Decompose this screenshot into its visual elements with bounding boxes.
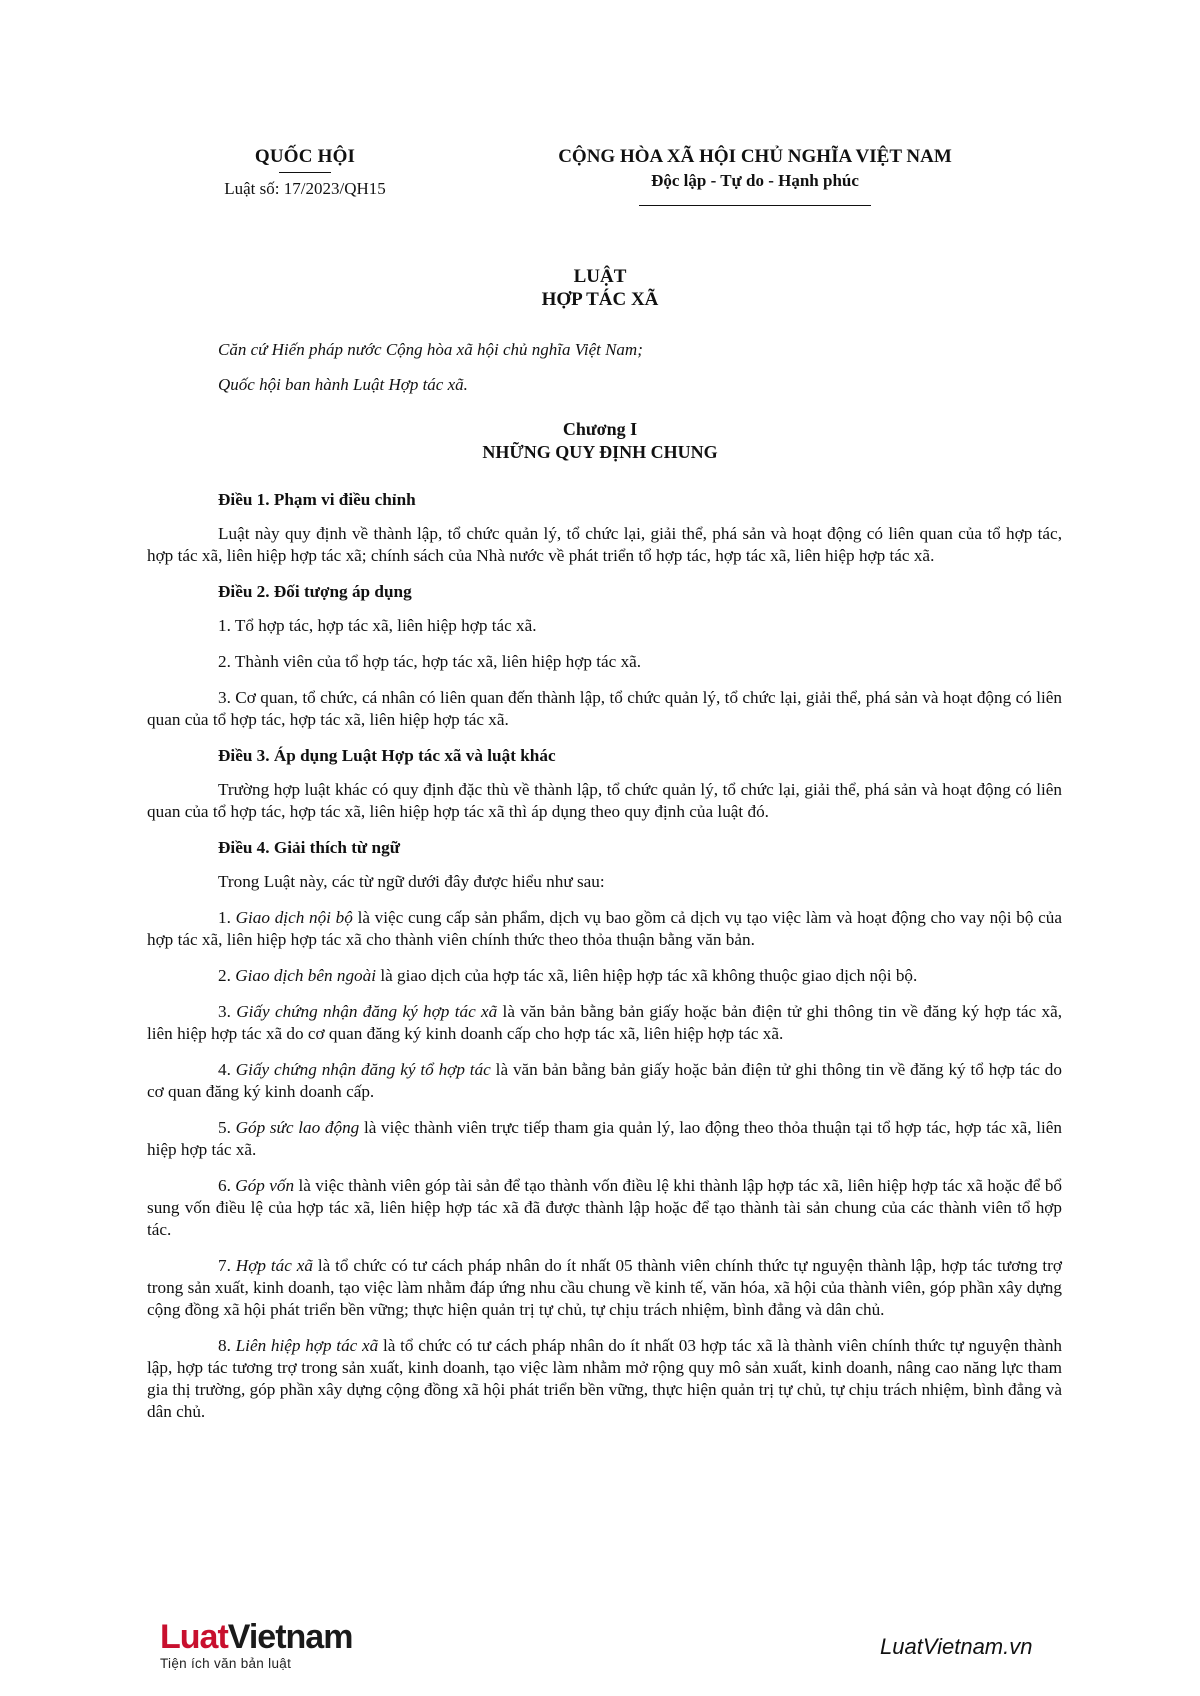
definition-text: là việc thành viên trực tiếp tham gia quản lý, lao động theo thỏa thuận tại tổ hợp tác, hợp tác xã, liên hiệp hợp tác xã. <box>147 1118 1062 1159</box>
definition-term: Giấy chứng nhận đăng ký tổ hợp tác <box>235 1060 491 1079</box>
definition-text: là việc cung cấp sản phẩm, dịch vụ bao gồm cả dịch vụ tạo việc làm và hoạt động cho vay nội bộ của hợp tác xã, liên hiệp hợp tác xã cho thành viên chính thức theo thỏa thuận bằng văn bản. <box>147 908 1062 949</box>
definition-paragraph <box>147 1175 1062 1241</box>
issuer-name: QUỐC HỘI <box>254 146 356 167</box>
article-heading: Điều 3. Áp dụng Luật Hợp tác xã và luật khác <box>218 746 556 765</box>
document-body <box>147 489 1062 1437</box>
definition-text: là việc thành viên góp tài sản để tạo thành vốn điều lệ khi thành lập hợp tác xã, liên hiệp hợp tác xã hoặc để bổ sung vốn điều lệ của hợp tác xã, liên hiệp hợp tác xã đã được thành lập hoặc để tạo thành tài sản chung của các thành viên tổ hợp tác. <box>147 1176 1063 1239</box>
definition-number: 7. <box>218 1256 236 1275</box>
definition-number: 2. <box>218 966 236 985</box>
logo-part-vietnam: Vietnam <box>227 1618 353 1656</box>
article-heading: Điều 1. Phạm vi điều chỉnh <box>218 490 416 509</box>
definition-text: là tổ chức có tư cách pháp nhân do ít nhất 03 hợp tác xã là thành viên chính thức tự nguyện thành lập, hợp tác tương trợ trong sản xuất, kinh doanh, tạo việc làm nhằm mở rộng quy mô sản xuất, kinh doanh, nâng cao năng lực tham gia thị trường, góp phần xây dựng cộng đồng xã hội phát triển bền vững, thực hiện quản trị tự chủ, tự chịu trách nhiệm, bình đẳng và dân chủ. <box>147 1336 1063 1421</box>
definition-number: 1. <box>218 908 236 927</box>
definition-number: 6. <box>218 1176 236 1195</box>
document-type: LUẬT <box>573 266 627 287</box>
article-paragraph: Trường hợp luật khác có quy định đặc thù về thành lập, tổ chức quản lý, tổ chức lại, giải thể, phá sản và hoạt động có liên quan của tổ hợp tác, hợp tác xã, liên hiệp hợp tác xã thì áp dụng theo quy định của luật đó. <box>147 780 1062 821</box>
logo-wordmark <box>160 1620 352 1654</box>
preamble-basis: Căn cứ Hiến pháp nước Cộng hòa xã hội chủ nghĩa Việt Nam; <box>218 340 643 359</box>
definition-number: 3. <box>218 1002 237 1021</box>
definition-term: Góp sức lao động <box>235 1118 360 1137</box>
definition-paragraph <box>147 1335 1062 1423</box>
national-title: CỘNG HÒA XÃ HỘI CHỦ NGHĨA VIỆT NAM <box>558 146 952 167</box>
preamble-enactment: Quốc hội ban hành Luật Hợp tác xã. <box>218 375 468 394</box>
article-paragraph: Trong Luật này, các từ ngữ dưới đây được hiểu như sau: <box>218 872 605 891</box>
definition-term: Hợp tác xã <box>235 1256 313 1275</box>
site-link[interactable]: LuatVietnam.vn <box>880 1634 1033 1659</box>
national-motto: Độc lập - Tự do - Hạnh phúc <box>651 171 859 190</box>
article-paragraph: 1. Tổ hợp tác, hợp tác xã, liên hiệp hợp tác xã. <box>218 616 537 635</box>
definition-text: là văn bản bằng bản giấy hoặc bản điện tử ghi thông tin về đăng ký tổ hợp tác do cơ quan đăng ký kinh doanh cấp. <box>147 1060 1062 1101</box>
article-heading: Điều 2. Đối tượng áp dụng <box>218 582 412 601</box>
definition-term: Giao dịch nội bộ <box>235 908 353 927</box>
definition-number: 4. <box>218 1060 236 1079</box>
motto-underline <box>639 205 871 206</box>
definition-term: Góp vốn <box>235 1176 295 1195</box>
luatvietnam-logo[interactable] <box>160 1620 352 1671</box>
document-title: HỢP TÁC XÃ <box>541 289 659 310</box>
article-paragraph: 3. Cơ quan, tổ chức, cá nhân có liên quan đến thành lập, tổ chức quản lý, tổ chức lại, giải thể, phá sản và hoạt động có liên quan của tổ hợp tác, hợp tác xã, liên hiệp hợp tác xã. <box>147 688 1062 729</box>
definition-paragraph <box>147 1059 1062 1103</box>
article-heading: Điều 4. Giải thích từ ngữ <box>218 838 401 857</box>
chapter-name: NHỮNG QUY ĐỊNH CHUNG <box>482 442 718 462</box>
logo-tagline: Tiện ích văn bản luật <box>160 1656 292 1671</box>
logo-part-luat: Luat <box>160 1618 228 1656</box>
article-paragraph: Luật này quy định về thành lập, tổ chức quản lý, tổ chức lại, giải thể, phá sản và hoạt động có liên quan của tổ hợp tác, hợp tác xã, liên hiệp hợp tác xã; chính sách của Nhà nước về phát triển tổ hợp tác, hợp tác xã, liên hiệp hợp tác xã. <box>147 524 1062 565</box>
issuer-underline <box>279 172 331 173</box>
definition-text: là tổ chức có tư cách pháp nhân do ít nhất 05 thành viên chính thức tự nguyện thành lập, hợp tác tương trợ trong sản xuất, kinh doanh, tạo việc làm nhằm đáp ứng nhu cầu chung về kinh tế, văn hóa, xã hội của thành viên, góp phần xây dựng cộng đồng xã hội phát triển bền vững; thực hiện quản trị tự chủ, tự chịu trách nhiệm, bình đẳng và dân chủ. <box>147 1256 1062 1319</box>
definition-paragraph <box>147 1117 1062 1161</box>
article-paragraph: 2. Thành viên của tổ hợp tác, hợp tác xã, liên hiệp hợp tác xã. <box>218 652 642 671</box>
definition-paragraph <box>147 907 1062 951</box>
national-block <box>520 146 990 206</box>
issuer-block <box>205 146 405 199</box>
chapter-number: Chương I <box>562 419 638 439</box>
definition-term: Liên hiệp hợp tác xã <box>235 1336 379 1355</box>
definition-paragraph <box>147 1001 1062 1045</box>
definition-text: là văn bản bằng bản giấy hoặc bản điện tử ghi thông tin về đăng ký hợp tác xã, liên hiệp hợp tác xã do cơ quan đăng ký kinh doanh cấp cho hợp tác xã, liên hiệp hợp tác xã. <box>147 1002 1062 1043</box>
definition-paragraph <box>147 965 1062 987</box>
law-number: Luật số: 17/2023/QH15 <box>224 179 386 198</box>
definition-text: là giao dịch của hợp tác xã, liên hiệp hợp tác xã không thuộc giao dịch nội bộ. <box>376 966 918 985</box>
definition-term: Giấy chứng nhận đăng ký hợp tác xã <box>236 1002 498 1021</box>
definition-number: 5. <box>218 1118 236 1137</box>
definition-number: 8. <box>218 1336 236 1355</box>
definition-term: Giao dịch bên ngoài <box>235 966 377 985</box>
definition-paragraph <box>147 1255 1062 1321</box>
